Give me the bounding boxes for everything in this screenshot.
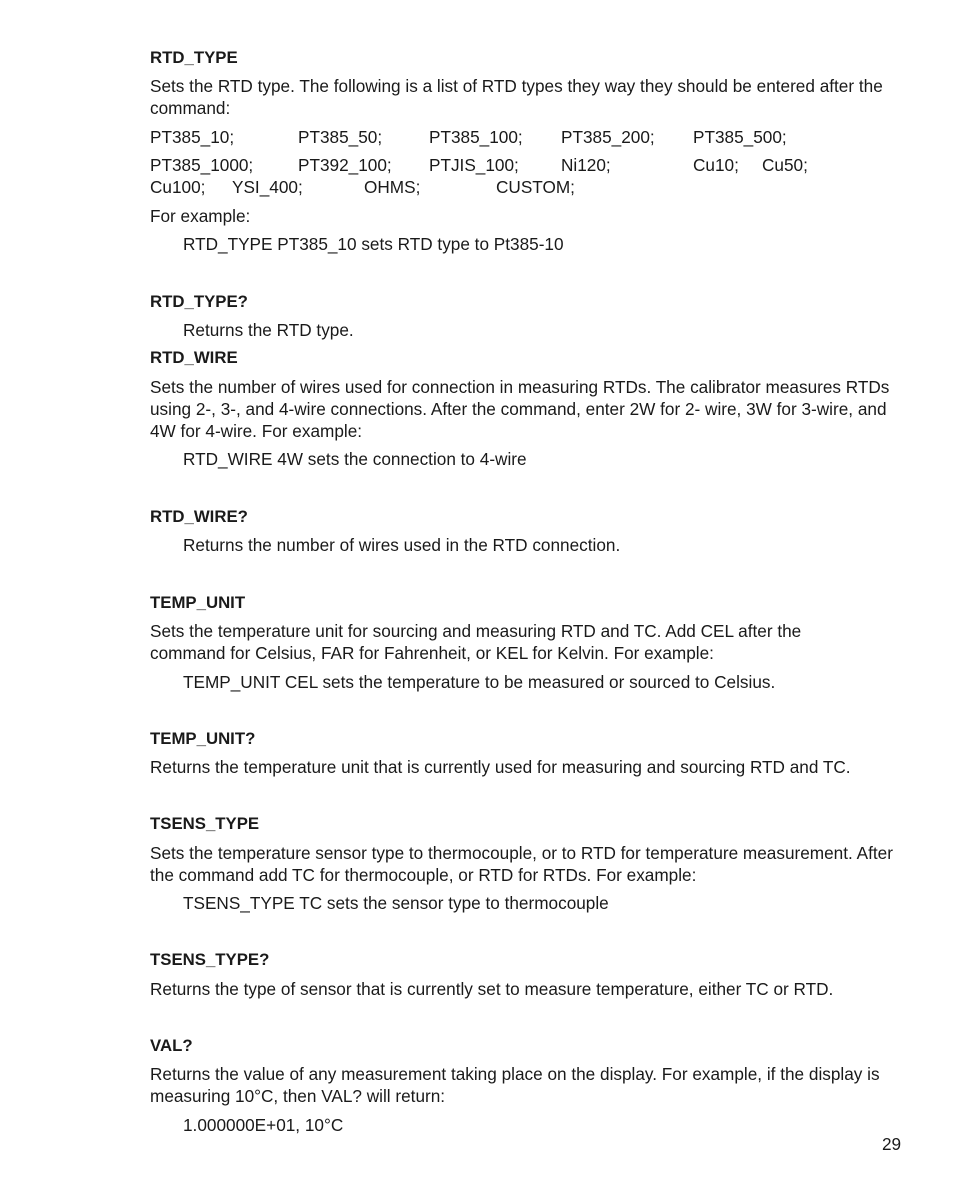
desc-rtd-type-query: Returns the RTD type. (183, 320, 354, 340)
desc-tsens-type-query: Returns the type of sensor that is currently set to measure temperature, either TC or RTD. (150, 979, 834, 999)
heading-rtd-type-query: RTD_TYPE? (150, 292, 248, 311)
heading-tsens-type-query: TSENS_TYPE? (150, 950, 270, 969)
rtd-type-option: Ni120; (561, 155, 611, 175)
desc-rtd-wire-query: Returns the number of wires used in the RTD connection. (183, 535, 621, 555)
example-temp-unit: TEMP_UNIT CEL sets the temperature to be measured or sourced to Celsius. (183, 672, 776, 692)
rtd-type-option: PT392_100; (298, 155, 392, 175)
heading-val-query: VAL? (150, 1036, 193, 1055)
rtd-type-option: Cu100; (150, 177, 206, 197)
heading-tsens-type: TSENS_TYPE (150, 814, 260, 833)
rtd-type-option: Cu50; (762, 155, 808, 175)
heading-rtd-type: RTD_TYPE (150, 48, 238, 67)
desc-temp-unit: Sets the temperature unit for sourcing and measuring RTD and TC. Add CEL after the command for Celsius, FAR for Fahrenheit, or KEL for Kelvin. For example: (150, 621, 802, 663)
example-tsens-type: TSENS_TYPE TC sets the sensor type to thermocouple (183, 893, 609, 913)
heading-temp-unit-query: TEMP_UNIT? (150, 729, 256, 748)
desc-tsens-type: Sets the temperature sensor type to thermocouple, or to RTD for temperature measurement. After the command add TC for thermocouple, or RTD for RTDs. For example: (150, 843, 893, 885)
heading-rtd-wire: RTD_WIRE (150, 348, 238, 367)
example-label: For example: (150, 206, 251, 226)
example-rtd-type: RTD_TYPE PT385_10 sets RTD type to Pt385-10 (183, 234, 564, 254)
rtd-type-option: PT385_1000; (150, 155, 254, 175)
rtd-type-option: OHMS; (364, 177, 421, 197)
rtd-type-option: Cu10; (693, 155, 739, 175)
rtd-type-option: PT385_10; (150, 127, 235, 147)
rtd-type-option: PT385_500; (693, 127, 787, 147)
heading-temp-unit: TEMP_UNIT (150, 593, 246, 612)
rtd-type-option: PT385_200; (561, 127, 655, 147)
example-rtd-wire: RTD_WIRE 4W sets the connection to 4-wire (183, 449, 527, 469)
rtd-type-option: PTJIS_100; (429, 155, 519, 175)
example-val-query: 1.000000E+01, 10°C (183, 1115, 344, 1135)
rtd-type-option: CUSTOM; (496, 177, 575, 197)
desc-temp-unit-query: Returns the temperature unit that is currently used for measuring and sourcing RTD and TC. (150, 757, 851, 777)
desc-rtd-type: Sets the RTD type. The following is a list of RTD types they way they should be entered after the command: (150, 76, 883, 118)
desc-rtd-wire: Sets the number of wires used for connection in measuring RTDs. The calibrator measures RTDs using 2-, 3-, and 4-wire connections. After the command, enter 2W for 2- wire, 3W for 3-wire, and 4W for 4-wire. For example: (150, 377, 890, 441)
page-number: 29 (882, 1134, 902, 1154)
rtd-type-option: PT385_50; (298, 127, 383, 147)
rtd-type-option: YSI_400; (232, 177, 303, 197)
desc-val-query: Returns the value of any measurement taking place on the display. For example, if the display is measuring 10°C, then VAL? will return: (150, 1064, 880, 1106)
heading-rtd-wire-query: RTD_WIRE? (150, 507, 248, 526)
rtd-type-option: PT385_100; (429, 127, 523, 147)
